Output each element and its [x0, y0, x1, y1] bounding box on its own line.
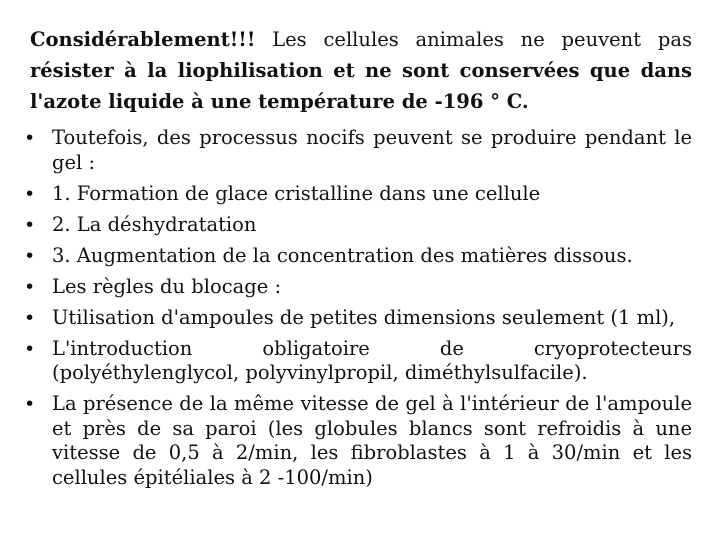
bullet-text: 2. La déshydratation [52, 212, 257, 236]
bullet-item [20, 337, 692, 386]
bullet-text: 3. Augmentation de la concentration des matières dissous. [52, 243, 633, 267]
bullet-item [20, 306, 692, 331]
bullet-item [20, 244, 692, 269]
bullet-icon: • [24, 306, 36, 329]
bullet-text: Toutefois, des processus nocifs peuvent se produire pendant le gel : [52, 126, 692, 174]
bullet-icon: • [24, 182, 36, 205]
bullet-icon: • [24, 275, 36, 298]
bullet-icon: • [24, 127, 36, 149]
bullet-item [20, 392, 692, 490]
bullet-icon: • [24, 393, 36, 415]
intro-text-plain: Les cellules animales ne peuvent pas [255, 28, 692, 51]
intro-text-bold: résister à la liophilisation et ne sont conservées que dans l'azote liquide à une température de -196 ° C. [30, 59, 692, 113]
bullet-text: L'introduction obligatoire de cryoprotecteurs (polyéthylenglycol, polyvinylpropil, diméthylsulfacile). [52, 336, 692, 384]
intro-paragraph [30, 24, 692, 117]
bullet-item [20, 182, 692, 207]
bullet-icon: • [24, 213, 36, 236]
bullet-item [20, 213, 692, 238]
bullet-list [20, 126, 692, 497]
bullet-icon: • [24, 337, 36, 360]
bullet-item [20, 275, 692, 300]
intro-emphasis: Considérablement!!! [30, 28, 256, 51]
bullet-text: La présence de la même vitesse de gel à l'intérieur de l'ampoule et près de sa paroi (les globules blancs sont refroidis à une vitesse de 0,5 à 2/min, les fibroblastes à 1 à 30/min et les cellules épitéliales à 2 -100/min) [52, 392, 692, 489]
bullet-icon: • [24, 244, 36, 267]
bullet-text: 1. Formation de glace cristalline dans une cellule [52, 181, 541, 205]
bullet-item [20, 126, 692, 175]
bullet-text: Utilisation d'ampoules de petites dimensions seulement (1 ml), [52, 305, 676, 329]
bullet-text: Les règles du blocage : [52, 274, 282, 298]
